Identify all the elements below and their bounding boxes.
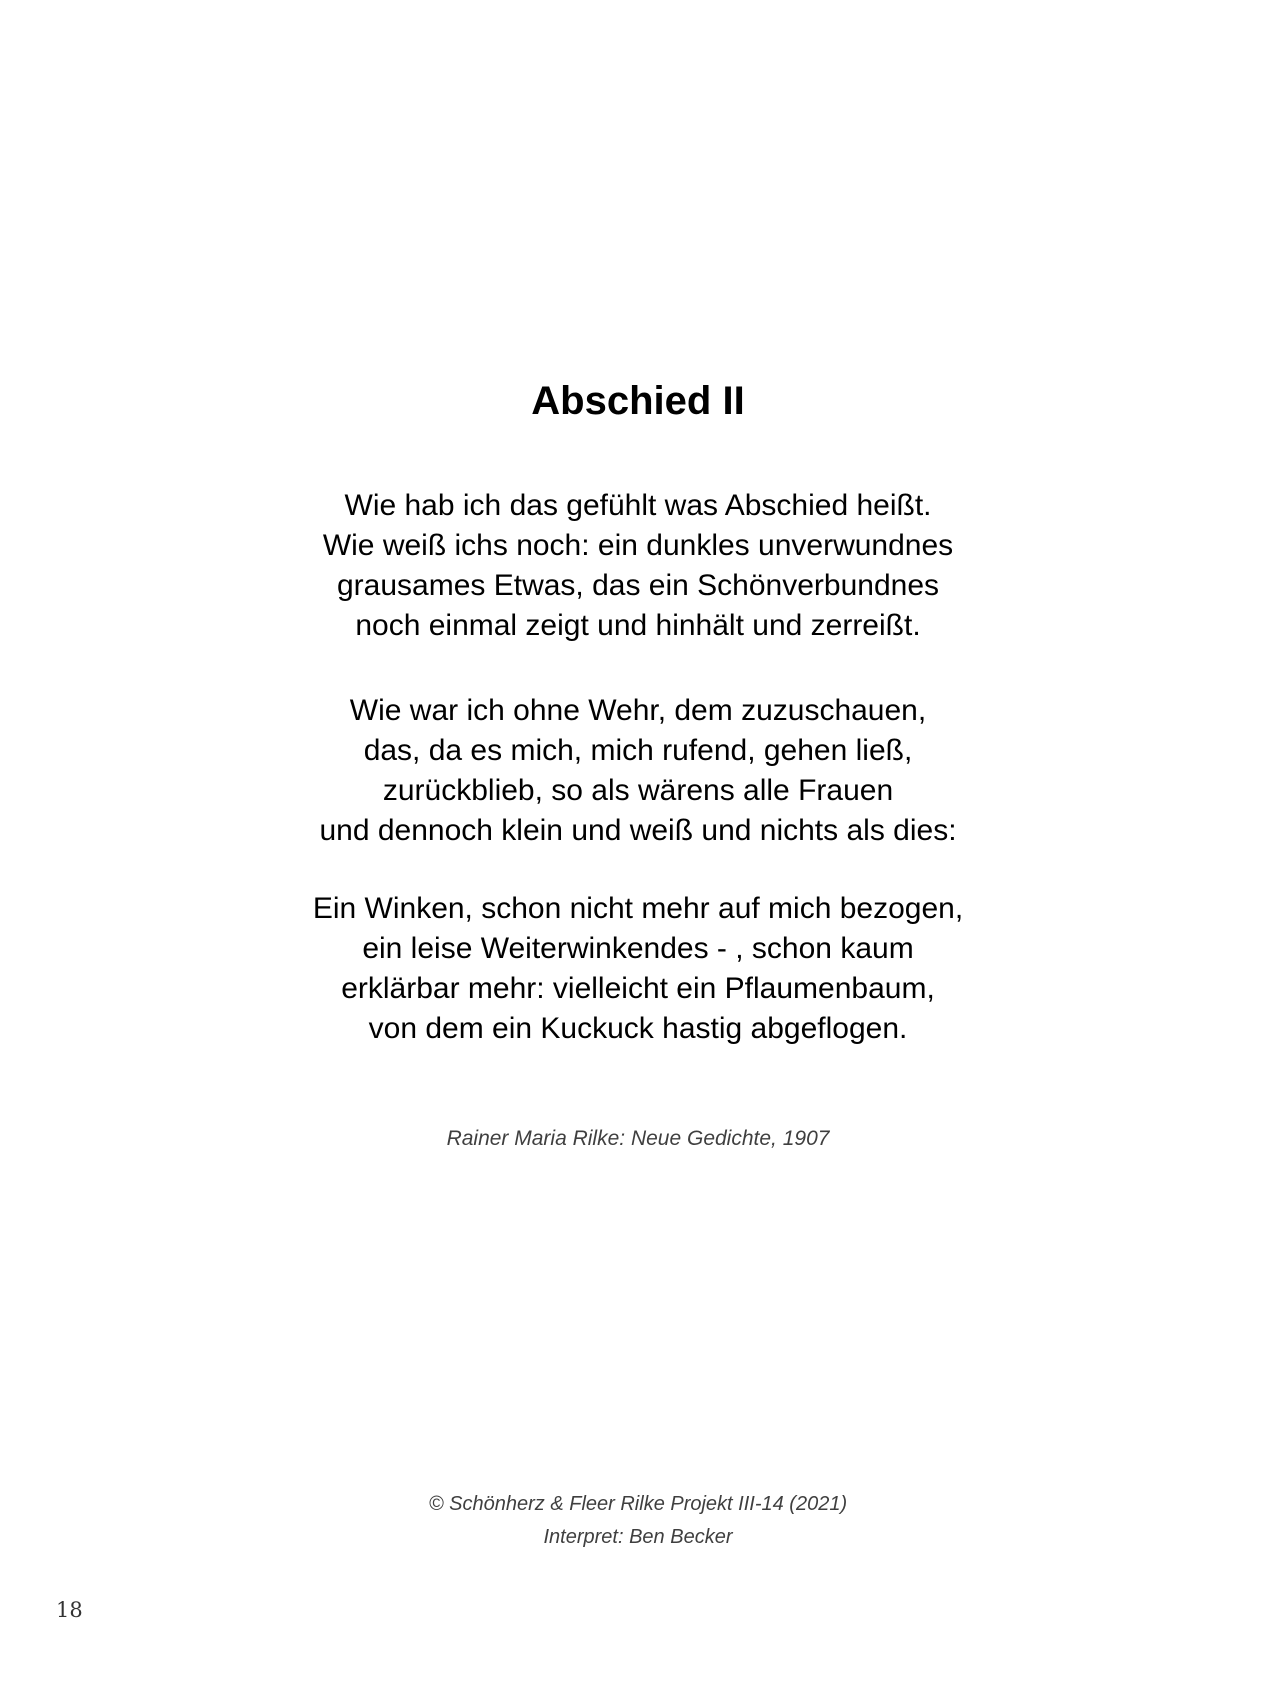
poem-line: das, da es mich, mich rufend, gehen ließ, — [363, 734, 913, 767]
footer-copyright: © Schönherz & Fleer Rilke Projekt III-14 (2021) — [428, 1493, 848, 1515]
poem-title: Abschied II — [531, 379, 745, 423]
poem-line: Wie hab ich das gefühlt was Abschied heißt. — [344, 489, 932, 522]
poem-line: erklärbar mehr: vielleicht ein Pflaumenbaum, — [341, 972, 935, 1005]
poem-line: Wie war ich ohne Wehr, dem zuzuschauen, — [349, 694, 927, 727]
stanza-2 — [0, 691, 1276, 851]
stanza-3 — [0, 889, 1276, 1049]
poem-line: Wie weiß ichs noch: ein dunkles unverwundnes — [322, 529, 954, 562]
poem-line: Ein Winken, schon nicht mehr auf mich bezogen, — [312, 892, 964, 925]
poem-line: grausames Etwas, das ein Schönverbundnes — [336, 569, 940, 602]
poem-line: zurückblieb, so als wärens alle Frauen — [382, 774, 894, 807]
page-number: 18 — [56, 1598, 83, 1622]
poem-attribution: Rainer Maria Rilke: Neue Gedichte, 1907 — [446, 1127, 830, 1150]
footer-interpreter: Interpret: Ben Becker — [543, 1526, 733, 1548]
poem-line: von dem ein Kuckuck hastig abgeflogen. — [368, 1012, 908, 1045]
stanza-1 — [0, 486, 1276, 646]
poem-line: und dennoch klein und weiß und nichts als dies: — [319, 814, 957, 847]
poem-line: noch einmal zeigt und hinhält und zerreißt. — [355, 609, 921, 642]
footer — [0, 1488, 1276, 1554]
poem-line: ein leise Weiterwinkendes - , schon kaum — [362, 932, 914, 965]
